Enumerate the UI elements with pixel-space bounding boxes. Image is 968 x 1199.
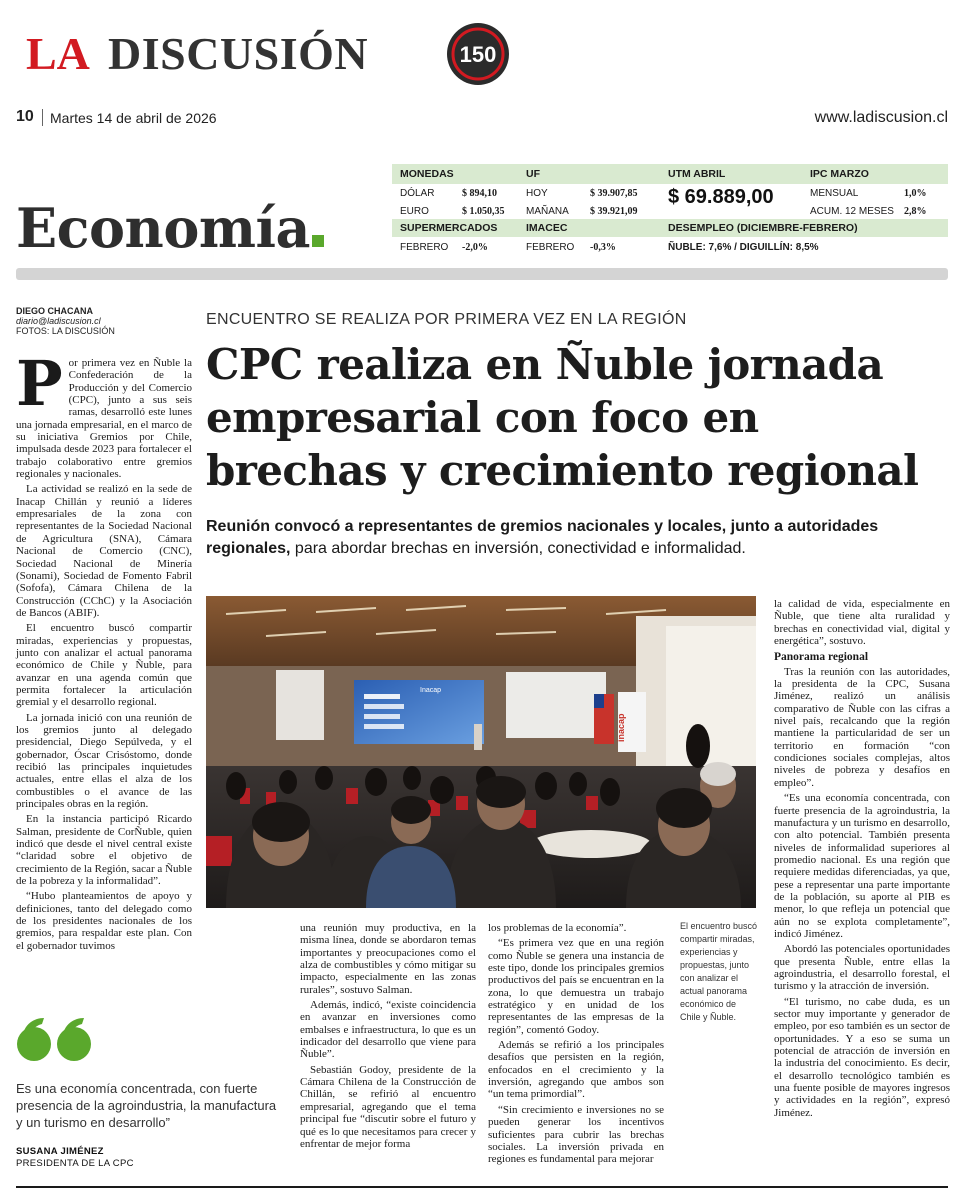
article-column-2	[300, 922, 476, 1153]
indicator-uf-label: UF	[526, 168, 540, 180]
pull-quote-role: PRESIDENTA DE LA CPC	[16, 1158, 134, 1169]
event-photo	[206, 596, 756, 908]
article-column-1	[16, 347, 192, 955]
badge-number: 150	[459, 42, 497, 67]
indicator-uf-manana-name: MAÑANA	[526, 206, 569, 217]
indicator-utm-value: $ 69.889,00	[668, 186, 774, 208]
section-title	[16, 196, 324, 260]
indicator-uf-hoy-value: $ 39.907,85	[590, 188, 638, 199]
article-kicker: ENCUENTRO SE REALIZA POR PRIMERA VEZ EN LA REGIÓN	[206, 311, 687, 328]
drop-cap: P	[16, 347, 63, 420]
article-paragraph: La jornada inició con una reunión de los gremios junto al delegado presidencial, Diego Sepúlveda, y el gobernador, Óscar Crisóstomo, donde recibió las principales inquietudes actuales, entre ellas el alza de los combustibles o el avance de las principales obras en la región.	[16, 711, 192, 811]
article-deck	[206, 516, 952, 560]
article-paragraph: En la instancia participó Ricardo Salman, presidente de CorÑuble, quien indicó que desde el nivel central existe “claridad sobre el objetivo de crecimiento de la Región, sacar a Ñuble de la pobreza y la informalidad”.	[16, 813, 192, 888]
indicator-uf-manana-value: $ 39.921,09	[590, 206, 638, 217]
slide-title: Inacap	[420, 687, 442, 694]
site-url-link[interactable]: www.ladiscusion.cl	[814, 109, 948, 126]
pull-quote-text: Es una economía concentrada, con fuerte presencia de la agroindustria, la manufactura y un turismo en desarrollo”	[16, 1081, 277, 1130]
masthead	[0, 0, 968, 100]
indicator-dolar-name: DÓLAR	[400, 188, 435, 199]
article-paragraph: Por primera vez en Ñuble la Confederación de la Producción y del Comercio (CPC), junto a sus seis ramas, desarrolló este lunes una jornada empresarial, en el marco de su iniciativa Gremios por Chile, impulsada desde 2023 para fortalecer el trabajo colaborativo entre gremios regionales y nacionales.	[16, 347, 192, 481]
indicator-imacec-label: IMACEC	[526, 222, 568, 234]
article-paragraph: El encuentro buscó compartir miradas, experiencias y propuestas, junto con analizar el actual panorama económico de Chile y Ñuble, para avanzar en una agenda común que permita fortalecer la articulación gremial y el desarrollo regional.	[16, 622, 192, 709]
article-paragraph: Abordó las potenciales oportunidades que presenta Ñuble, entre ellas la agroindustria, el desarrollo forestal, el turismo y la atracción de inversión.	[774, 943, 950, 993]
indicator-uf-hoy-name: HOY	[526, 188, 548, 199]
article-paragraph: los problemas de la economía”.	[488, 922, 627, 934]
brand-logo-discusion: DISCUSIÓN	[108, 28, 369, 79]
indicator-desempleo-value: ÑUBLE: 7,6% / DIGUILLÍN: 8,5%	[668, 242, 819, 253]
article-paragraph: La actividad se realizó en la sede de Inacap Chillán y reunió a líderes empresariales de la zona con representantes de la Sociedad Nacional de Agricultura (SNA), Cámara Nacional de Comercio (CNC), Sociedad Nacional de Minería (Sonami), Sociedad de Fomento Fabril (Sofofa), Cámara Chilena de la Construcción (CChC) y la Asociación de Bancos (ABIF).	[16, 483, 192, 619]
author-email: diario@ladiscusion.cl	[16, 316, 101, 326]
issue-date: Martes 14 de abril de 2026	[50, 110, 217, 126]
article-paragraph: Además se refirió a los principales desafíos que persisten en la región, enfocados en el crecimiento y la inversión, agregando que ambos son “un tema primordial”.	[488, 1039, 664, 1101]
anniversary-badge-icon	[446, 22, 510, 86]
indicator-ipc-mensual-name: MENSUAL	[810, 188, 859, 199]
section-title-text: Economía	[16, 196, 310, 260]
photo-credit: FOTOS: LA DISCUSIÓN	[16, 326, 115, 336]
indicator-ipc-label: IPC MARZO	[810, 168, 869, 180]
headline-line: empresarial con foco en	[206, 393, 759, 442]
indicator-imacec-value: -0,3%	[590, 242, 616, 253]
article-paragraph: “Hubo planteamientos de apoyo y definiciones, tanto del delegado como de los presidentes nacionales de los gremios, para respaldar este plan. Con el gobernador tuvimos	[16, 890, 192, 952]
indicator-supermercados-label: SUPERMERCADOS	[400, 222, 498, 234]
article-paragraph: la calidad de vida, especialmente en Ñuble, que tiene alta ruralidad y brechas en conectividad vial, digital y energética”, sostuvo.	[774, 598, 950, 648]
article-paragraph: Sebastián Godoy, presidente de la Cámara Chilena de la Construcción de Chillán, se refirió al encuentro empresarial, agregando que el tema principal fue “discutir sobre el futuro y qué es lo que necesitamos para crecer y enfrentar de mejor forma	[300, 1063, 476, 1150]
indicator-imacec-name: FEBRERO	[526, 242, 575, 253]
indicator-euro-value: $ 1.050,35	[462, 206, 505, 217]
photo-caption: El encuentro buscó compartir miradas, experiencias y propuestas, junto con analizar el actual panorama económico de Chile y Ñuble.	[680, 921, 758, 1022]
article-paragraph: una reunión muy productiva, en la misma línea, donde se abordaron temas importantes y preocupaciones como el alza de combustibles y cómo mitigar su impacto, especialmente en las zonas rurales”, sostuvo Salman.	[300, 922, 476, 996]
section-title-dot-icon	[312, 235, 324, 247]
page-number: 10	[16, 108, 34, 125]
section-divider	[16, 268, 948, 280]
deck-bold: Reunión convocó a representantes de gremios nacionales y locales, junto a autoridades regionales,	[206, 518, 879, 557]
indicator-monedas-label: MONEDAS	[400, 168, 454, 180]
headline-line: brechas y crecimiento regional	[206, 446, 919, 495]
page-number-divider	[42, 109, 43, 126]
indicator-euro-name: EURO	[400, 206, 429, 217]
indicator-ipc-mensual-value: 1,0%	[904, 188, 927, 199]
indicator-desempleo-label: DESEMPLEO (DICIEMBRE-FEBRERO)	[668, 222, 858, 234]
author-name: DIEGO CHACANA	[16, 306, 94, 316]
article-paragraph: “Es primera vez que en una región como Ñuble se genera una instancia de este tipo, donde los principales gremios productivos del país se encuentran en la zona, lo que demuestra un trabajo estratégico y en unidad de los representantes de las empresas de la región”, comentó Godoy.	[488, 937, 664, 1036]
indicator-utm-label: UTM ABRIL	[668, 168, 726, 180]
quote-marks-icon	[16, 1014, 96, 1064]
pull-quote-name: SUSANA JIMÉNEZ	[16, 1146, 104, 1157]
article-paragraph: “Sin crecimiento e inversiones no se pueden generar los incentivos suficientes para cubrir las brechas sociales. La inversión privada en regiones es fundamental para mejorar	[488, 1103, 664, 1166]
article-paragraph: “El turismo, no cabe duda, es un sector muy importante y generador de empleo, por eso también es un sector de oportunidades. Y a eso se suma un potencial de atracción de inversión en la industria del conocimiento. Es decir, el desarrollo tecnológico también es una fuente posible de mayores ingresos y actividades en la región”, expresó Jiménez.	[774, 995, 950, 1119]
headline-line: CPC realiza en Ñuble jornada	[206, 340, 884, 389]
deck-rest: para abordar brechas en inversión, conectividad e informalidad.	[290, 540, 746, 557]
byline	[16, 306, 115, 336]
flag-brand-text: inacap	[616, 713, 626, 742]
indicator-supermercados-value: -2,0%	[462, 242, 488, 253]
article-headline	[206, 338, 956, 497]
brand-logo-la: LA	[26, 28, 90, 79]
page-bottom-rule	[16, 1186, 948, 1188]
article-paragraph: “Es una economía concentrada, con fuerte presencia de la agroindustria, la manufactura y un turismo en desarrollo, con alto potencial. También presenta niveles de informalidad superiores al promedio nacional. Es una región que requiere medidas diferenciadas, ya que, pese a representar una parte importante de la población, su aporte al PIB es menor, lo que refleja un potencial que aún no se explota completamente”, indicó Jiménez.	[774, 792, 950, 940]
indicator-ipc-acum-name: ACUM. 12 MESES	[810, 206, 894, 217]
subheading: Panorama regional	[774, 651, 869, 664]
article-column-4	[774, 598, 950, 1122]
article-paragraph: Tras la reunión con las autoridades, la presidenta de la CPC, Susana Jiménez, realizó un análisis comparativo de Ñuble con las cifras a nivel país, recalcando que la región mantiene la particularidad de ser un territorio en formación “con condiciones sociales complejas, altos niveles de pobreza y desafíos en empleo”.	[774, 665, 950, 789]
indicator-ipc-acum-value: 2,8%	[904, 206, 927, 217]
article-column-3	[488, 922, 664, 1169]
article-paragraph: Además, indicó, “existe coincidencia en avanzar en inversiones como embalses e infraestructura, lo que es un indicador del desarrollo que viene para Ñuble”.	[300, 999, 476, 1061]
indicator-supermercados-name: FEBRERO	[400, 242, 449, 253]
indicator-dolar-value: $ 894,10	[462, 188, 497, 199]
